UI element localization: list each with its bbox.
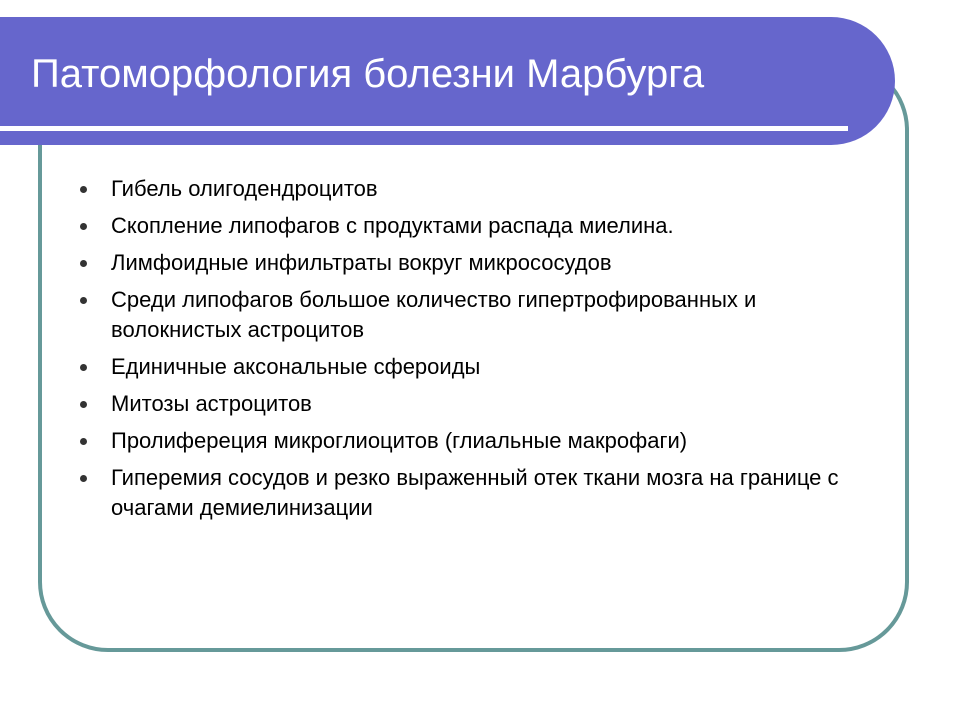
bullet-dot-icon — [80, 364, 87, 371]
bullet-item — [80, 211, 880, 241]
bullet-item — [80, 174, 880, 204]
title-underline — [0, 126, 848, 131]
bullet-text: Единичные аксональные сфероиды — [111, 354, 481, 379]
bullet-dot-icon — [80, 401, 87, 408]
bullet-item — [80, 389, 880, 419]
bullet-item — [80, 463, 880, 523]
bullet-dot-icon — [80, 297, 87, 304]
bullet-item — [80, 248, 880, 278]
bullet-text: Пролифереция микроглиоцитов (глиальные макрофаги) — [111, 428, 688, 453]
bullet-item — [80, 426, 880, 456]
slide-title: Патоморфология болезни Марбурга — [31, 52, 705, 96]
bullet-text: Митозы астроцитов — [111, 391, 312, 416]
bullet-text: Лимфоидные инфильтраты вокруг микрососудов — [111, 250, 612, 275]
bullet-item — [80, 352, 880, 382]
bullet-text: Гибель олигодендроцитов — [111, 176, 378, 201]
bullet-item — [80, 285, 880, 345]
bullet-dot-icon — [80, 475, 87, 482]
bullet-list — [80, 174, 880, 530]
bullet-text: Скопление липофагов с продуктами распада миелина. — [111, 213, 674, 238]
bullet-dot-icon — [80, 223, 87, 230]
bullet-text: Гиперемия сосудов и резко выраженный отек ткани мозга на границе с очагами демиелинизации — [111, 465, 839, 520]
bullet-text: Среди липофагов большое количество гипертрофированных и волокнистых астроцитов — [111, 287, 757, 342]
bullet-dot-icon — [80, 186, 87, 193]
bullet-dot-icon — [80, 260, 87, 267]
bullet-dot-icon — [80, 438, 87, 445]
